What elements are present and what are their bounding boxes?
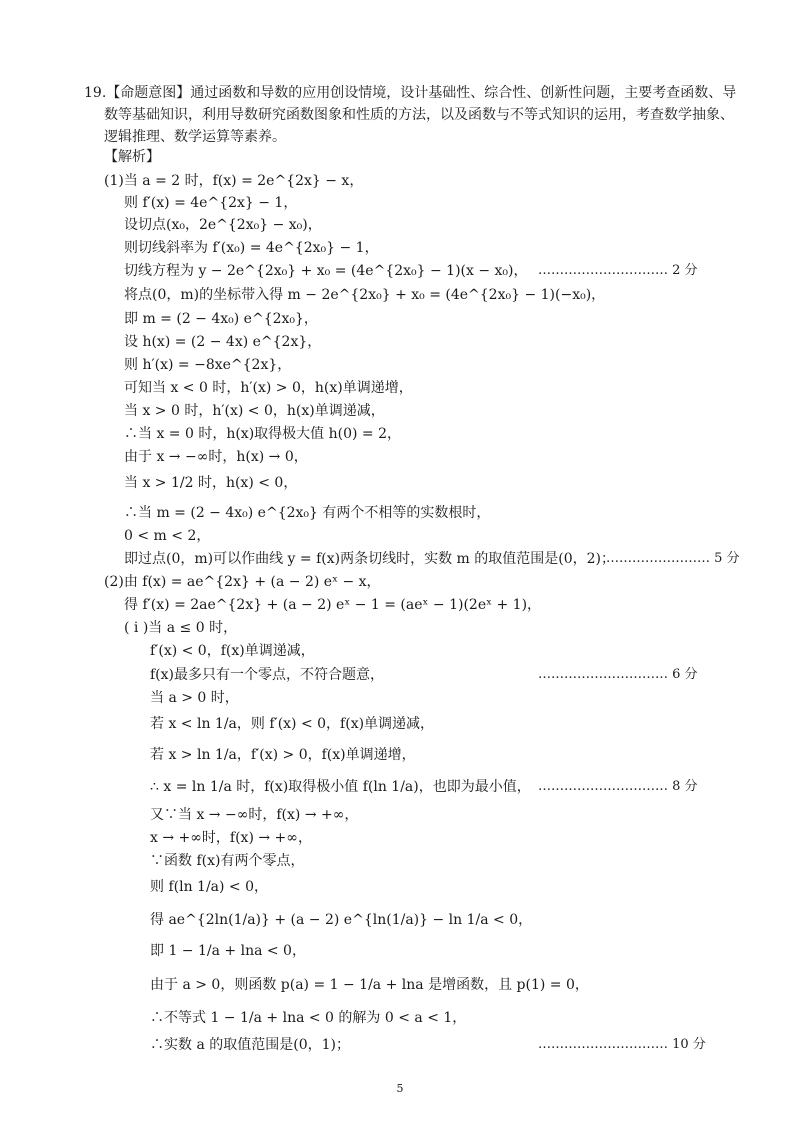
solution-line: 设切点(x₀，2e^{2x₀} − x₀)， <box>124 217 322 233</box>
solution-line: (2)由 f(x) = ae^{2x} + (a − 2) eˣ − x， <box>104 574 381 590</box>
solution-line: x → +∞时，f(x) → +∞， <box>150 830 312 846</box>
solution-line: ∴ x = ln 1/a 时，f(x)取得极小值 f(ln 1/a)，也即为最小值， <box>150 779 531 795</box>
solution-line: (1)当 a = 2 时，f(x) = 2e^{2x} − x， <box>104 173 364 189</box>
solution-line: 由于 a > 0，则函数 p(a) = 1 − 1/a + lna 是增函数，且 p(1) = 0， <box>150 977 589 993</box>
page-number: 5 <box>396 1082 404 1095</box>
solution-line: ( i )当 a ≤ 0 时， <box>124 620 238 636</box>
solution-line: 当 a > 0 时， <box>150 690 239 706</box>
solution-line: 则切线斜率为 f′(x₀) = 4e^{2x₀} − 1， <box>124 240 379 256</box>
solution-line: ∴当 x = 0 时，h(x)取得极大值 h(0) = 2， <box>124 426 402 442</box>
solution-line: f(x)最多只有一个零点，不符合题意， <box>150 667 385 683</box>
solution-line: 将点(0，m)的坐标带入得 m − 2e^{2x₀} + x₀ = (4e^{2x₀} − 1)(−x₀)， <box>124 287 606 303</box>
analysis-label: 【解析】 <box>104 149 160 165</box>
problem-number: 19. <box>84 85 107 101</box>
solution-line: 0 < m < 2， <box>124 528 211 544</box>
intro-text: 【命题意图】通过函数和导数的应用创设情境，设计基础性、综合性、创新性问题，主要考查函数、导数等基础知识，利用导数研究函数图象和性质的方法，以及函数与不等式知识的运用，考查数学抽象、逻辑推理、数学运算等素养。 <box>104 85 737 145</box>
solution-line: 设 h(x) = (2 − 4x) e^{2x}， <box>124 334 322 350</box>
solution-line: 即过点(0，m)可以作曲线 y = f(x)两条切线时，实数 m 的取值范围是(0，2)； <box>124 551 616 567</box>
solution-line: 当 x > 0 时，h′(x) < 0，h(x)单调递减， <box>124 403 385 419</box>
solution-line: f′(x) < 0，f(x)单调递减， <box>150 643 315 659</box>
score-mark: ………………………… 2 分 <box>538 263 698 278</box>
solution-line: 即 1 − 1/a + lna < 0， <box>150 943 306 959</box>
solution-line: 切线方程为 y − 2e^{2x₀} + x₀ = (4e^{2x₀} − 1)(x − x₀)， <box>124 263 528 279</box>
score-mark: ………………………… 10 分 <box>538 1037 706 1052</box>
solution-line: 得 f′(x) = 2ae^{2x} + (a − 2) eˣ − 1 = (aeˣ − 1)(2eˣ + 1)， <box>124 597 542 613</box>
solution-line: ∵函数 f(x)有两个零点， <box>150 853 305 869</box>
solution-line: 可知当 x < 0 时，h′(x) > 0，h(x)单调递增， <box>124 380 413 396</box>
score-mark: ………………………… 8 分 <box>538 779 698 794</box>
solution-line: ∴实数 a 的取值范围是(0，1)； <box>150 1037 350 1053</box>
solution-line: 即 m = (2 − 4x₀) e^{2x₀}， <box>124 311 318 327</box>
solution-line: 则 f′(x) = 4e^{2x} − 1， <box>124 195 298 211</box>
solution-line: 则 f(ln 1/a) < 0， <box>150 879 269 895</box>
solution-line: 则 h′(x) = −8xe^{2x}， <box>124 357 292 373</box>
score-mark: …………………… 5 分 <box>606 551 740 566</box>
solution-line: 由于 x → −∞时，h(x) → 0， <box>124 449 308 465</box>
solution-line: 得 ae^{2ln(1/a)} + (a − 2) e^{ln(1/a)} − ln 1/a < 0， <box>150 912 533 928</box>
solution-line: 若 x > ln 1/a，f′(x) > 0，f(x)单调递增， <box>150 747 416 763</box>
solution-line: ∴当 m = (2 − 4x₀) e^{2x₀} 有两个不相等的实数根时， <box>124 505 491 521</box>
problem-intro <box>84 82 744 148</box>
solution-line: 又∵当 x → −∞时，f(x) → +∞， <box>150 807 359 823</box>
solution-line: 当 x > 1/2 时，h(x) < 0， <box>124 475 298 491</box>
score-mark: ………………………… 6 分 <box>538 667 698 682</box>
solution-line: ∴不等式 1 − 1/a + lna < 0 的解为 0 < a < 1， <box>150 1010 467 1026</box>
solution-line: 若 x < ln 1/a，则 f′(x) < 0，f(x)单调递减， <box>150 716 435 732</box>
